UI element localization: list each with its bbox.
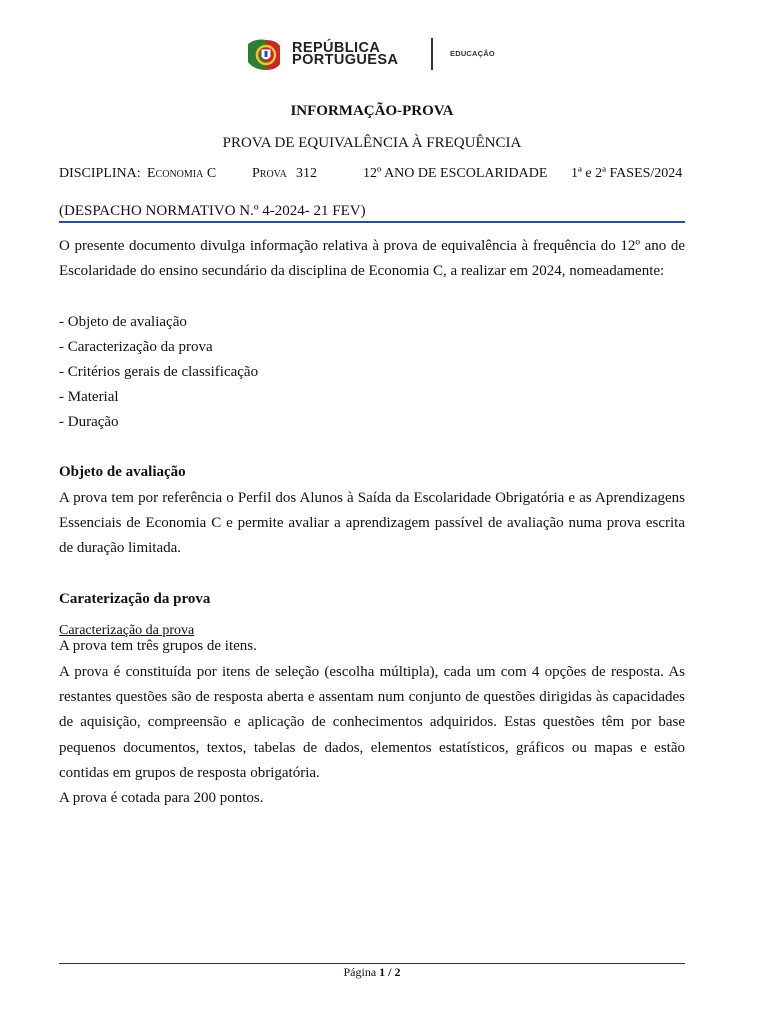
document-title: INFORMAÇÃO-PROVA bbox=[290, 103, 454, 119]
intro-paragraph: O presente documento divulga informação relativa à prova de equivalência à frequência do 12º ano de Escolaridade do ensino secundário da disciplina de Economia C, a realizar em 2024, nomeadamente: bbox=[59, 238, 685, 280]
disciplina-value: Economia C bbox=[147, 166, 217, 181]
list-item: - Critérios gerais de classificação bbox=[59, 364, 259, 380]
disciplina-label: DISCIPLINA: bbox=[59, 166, 141, 181]
list-item: - Caracterização da prova bbox=[59, 339, 213, 355]
page-total: 2 bbox=[394, 965, 401, 979]
ministry-label: EDUCAÇÃO bbox=[450, 49, 495, 58]
list-item: - Material bbox=[59, 389, 119, 405]
page-label: Página bbox=[343, 965, 377, 979]
document-subtitle: PROVA DE EQUIVALÊNCIA À FREQUÊNCIA bbox=[222, 135, 522, 151]
list-item: - Objeto de avaliação bbox=[59, 314, 187, 330]
page-separator: / bbox=[388, 965, 392, 979]
ano-escolaridade: 12º ANO DE ESCOLARIDADE bbox=[363, 166, 548, 181]
header-divider bbox=[59, 221, 685, 223]
caracterizacao-paragraph: A prova é constituída por itens de seleção (escolha múltipla), cada um com 4 opções de resposta. As restantes questões são de resposta aberta e assentam num conjunto de questões dirigidas às capacidades de aquisição, compreensão e aplicação de conhecimentos adquiridos. Estas questões têm por base pequenos documentos, textos, tabelas de dados, elementos estatísticos, gráficos ou mapas e estão contidas em grupos de resposta obrigatória. bbox=[59, 664, 685, 781]
logo-divider bbox=[431, 38, 433, 70]
fases: 1ª e 2ª FASES/2024 bbox=[571, 166, 683, 181]
page-current: 1 bbox=[379, 965, 386, 979]
caracterizacao-line-1: A prova tem três grupos de itens. bbox=[59, 638, 257, 654]
section-heading-caracterizacao: Caraterização da prova bbox=[59, 591, 211, 607]
footer-divider bbox=[59, 963, 685, 964]
despacho-reference: (DESPACHO NORMATIVO N.º 4-2024- 21 FEV) bbox=[59, 203, 366, 219]
objeto-paragraph: A prova tem por referência o Perfil dos Alunos à Saída da Escolaridade Obrigatória e as Aprendizagens Essenciais de Economia C e permite avaliar a aprendizagem passível de avaliação numa prova escrita de duração limitada. bbox=[59, 490, 685, 557]
prova-value: 312 bbox=[296, 166, 317, 181]
subheading-caracterizacao: Caracterização da prova bbox=[59, 623, 195, 638]
page-footer bbox=[0, 965, 744, 980]
republic-logo bbox=[246, 36, 506, 74]
section-heading-objeto: Objeto de avaliação bbox=[59, 464, 186, 480]
brand-line-1: REPÚBLICA bbox=[292, 40, 381, 56]
list-item: - Duração bbox=[59, 414, 119, 430]
brand-line-2: PORTUGUESA bbox=[292, 52, 399, 68]
caracterizacao-last-line: A prova é cotada para 200 pontos. bbox=[59, 790, 264, 806]
portuguese-emblem-icon bbox=[246, 38, 282, 72]
prova-label: Prova bbox=[252, 166, 287, 181]
